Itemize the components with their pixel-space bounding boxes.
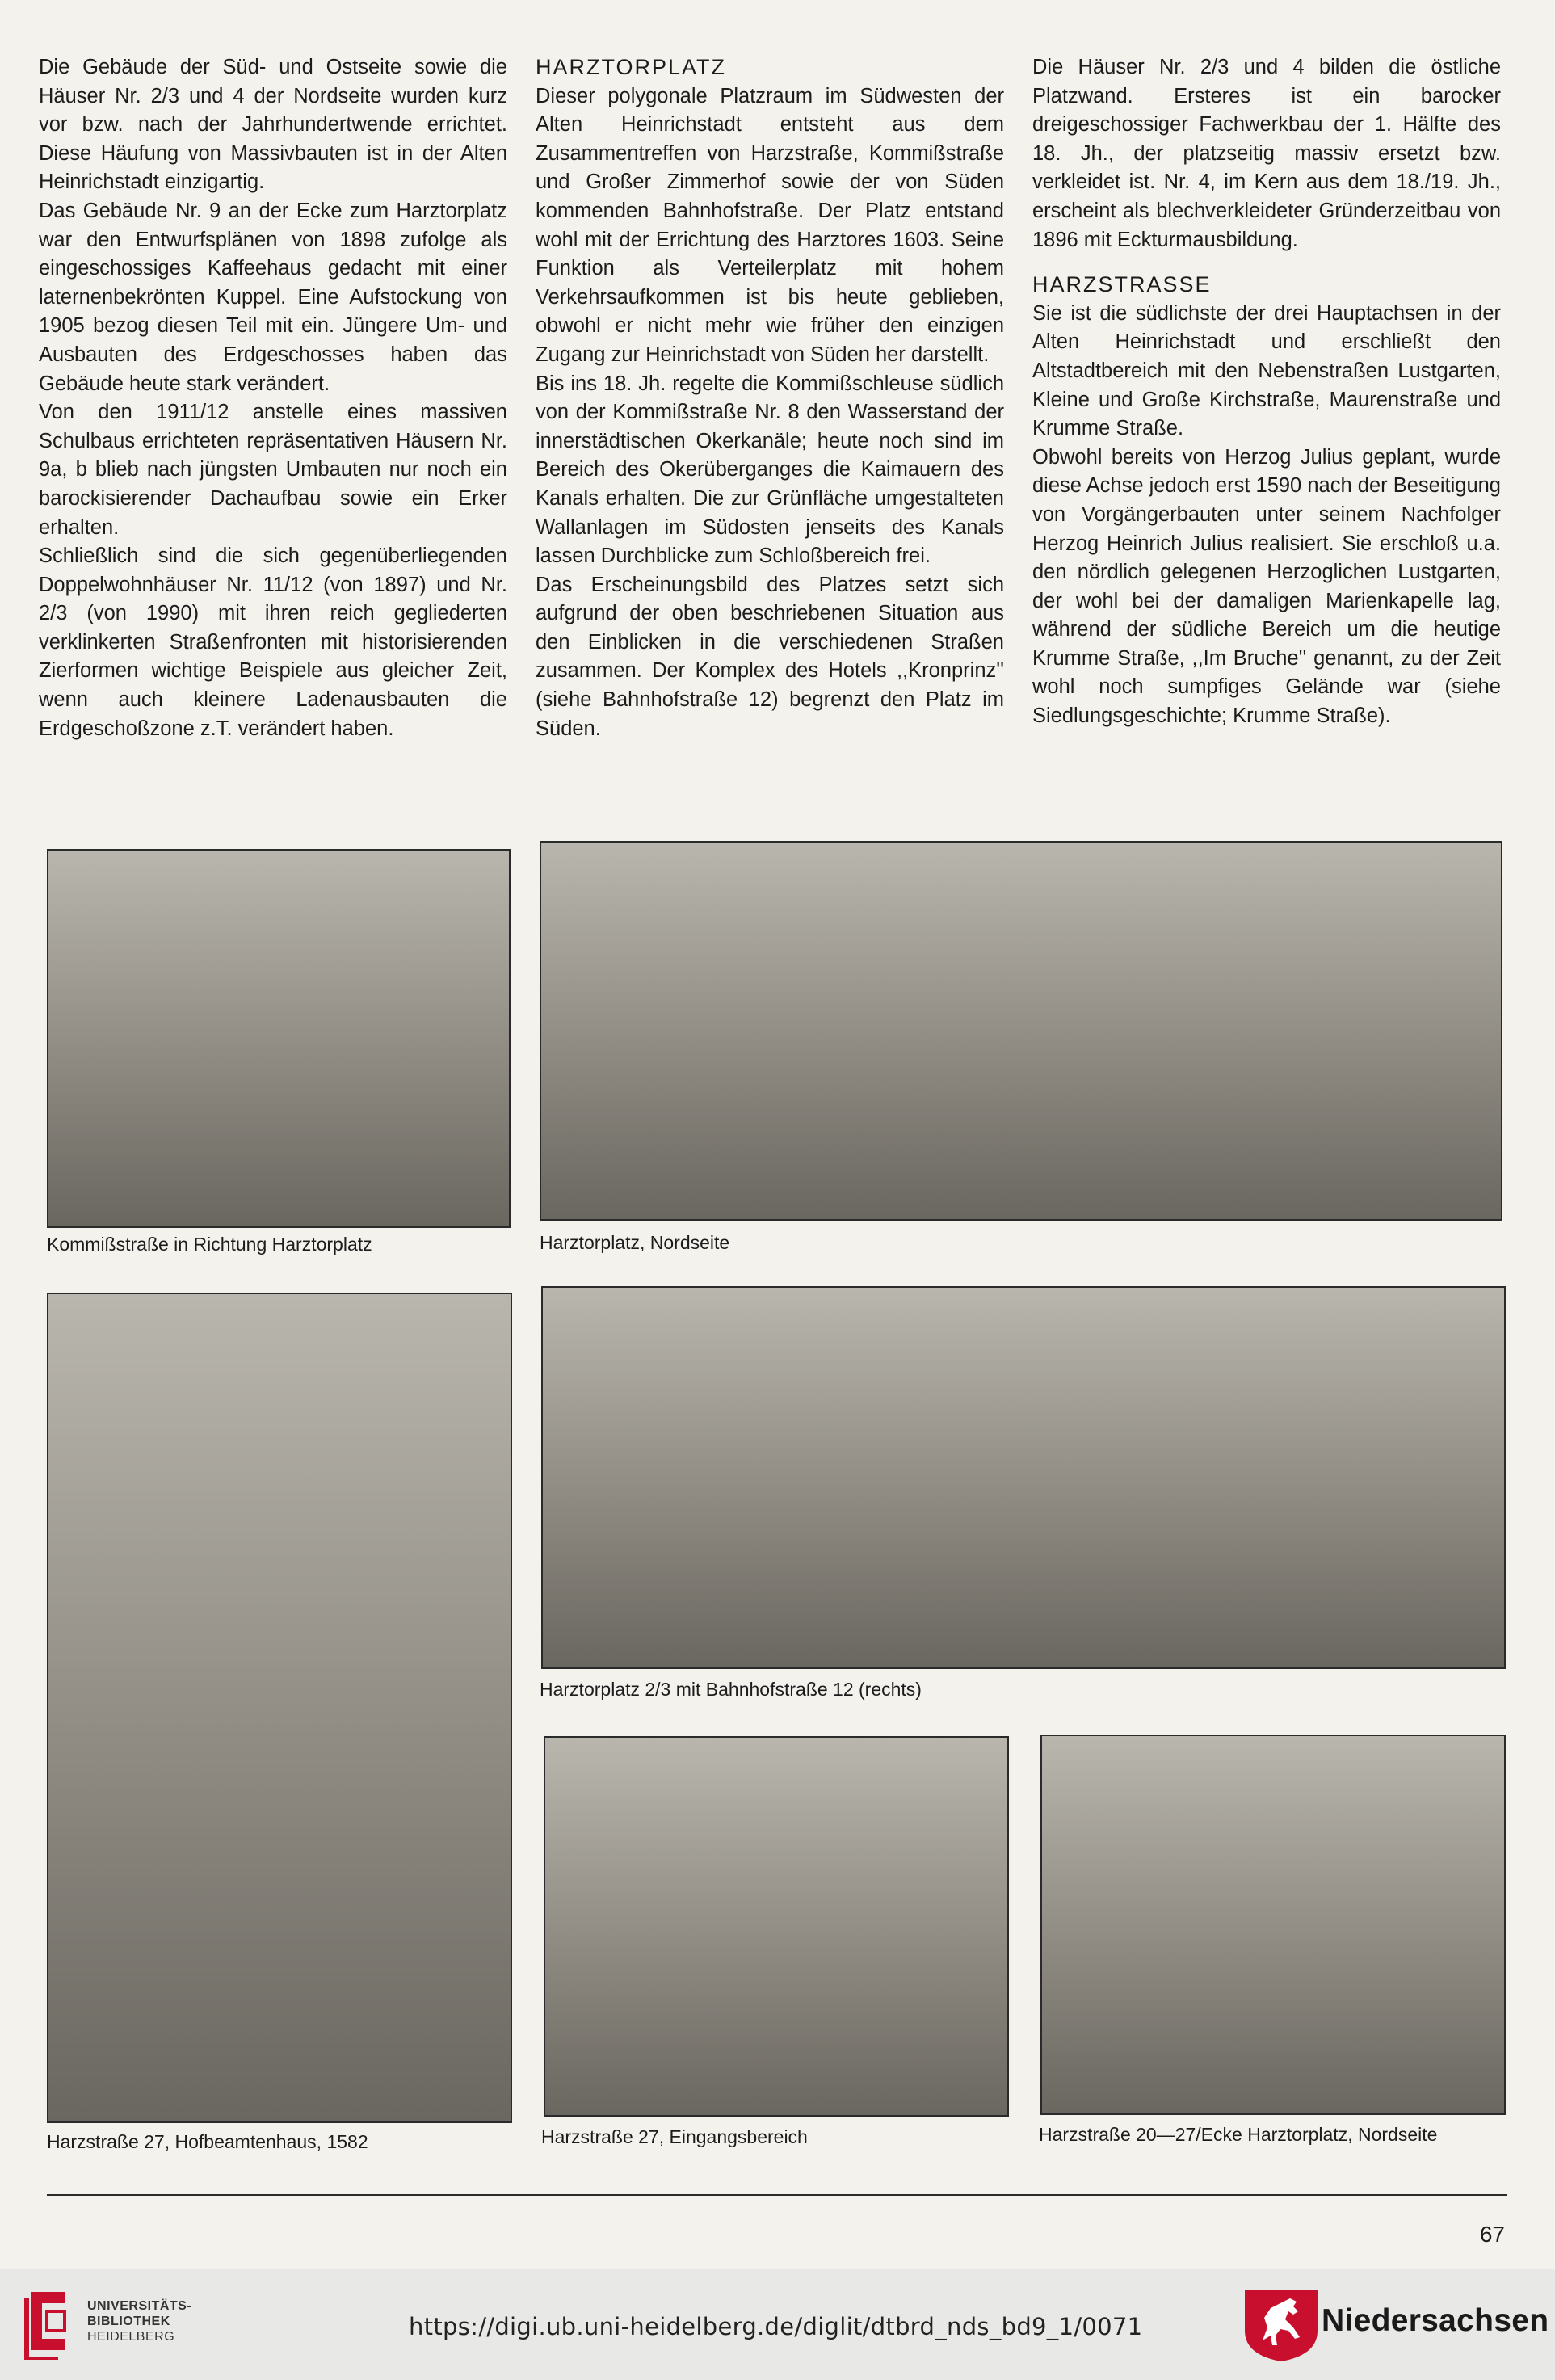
photo-caption: Harzstraße 20—27/Ecke Harztorplatz, Nordseite <box>1039 2124 1438 2145</box>
paragraph: Dieser polygonale Platzraum im Südwesten der Alten Heinrichstadt entsteht aus dem Zusammentreffen von Harzstraße, Kommißstraße und Großer Zimmerhof sowie der von Süden kommenden Bahnhofstraße. Der Platz entstand wohl mit der Errichtung des Harztores 1603. Seine Funktion als Verteilerplatz mit hohem Verkehrsaufkommen ist bis heute geblieben, obwohl er nicht mehr wie früher den einzigen Zugang zur Heinrichstadt von Süden her darstellt. <box>536 84 1004 366</box>
photo-harzstrasse-nordseite <box>1040 1735 1506 2115</box>
section-heading-harzstrasse: HARZSTRASSE <box>1032 272 1212 297</box>
paragraph: Schließlich sind die sich gegenüberliegenden Doppelwohnhäuser Nr. 11/12 (von 1897) und Nr. 2/3 (von 1990) mit ihren reich gegliederten verklinkerten Straßenfronten mit historisierenden Zierformen wichtige Beispiele aus gleicher Zeit, wenn auch kleinere Ladenausbauten die Erdgeschoßzone z.T. verändert haben. <box>39 545 507 740</box>
photo-caption: Harztorplatz 2/3 mit Bahnhofstraße 12 (rechts) <box>540 1679 922 1700</box>
paragraph: Von den 1911/12 anstelle eines massiven Schulbaus errichteten repräsentativen Häusern Nr. 9a, b blieb nach jüngsten Umbauten nur noch ein barockisierender Dachaufbau sowie ein Erker erhalten. <box>39 401 507 539</box>
paragraph: Obwohl bereits von Herzog Julius geplant, wurde diese Achse jedoch erst 1590 nach der Beseitigung von Vorgängerbauten unter seinem Nachfolger Herzog Heinrich Julius realisiert. Sie erschloß u.a. den nördlich gelegenen Herzoglichen Lustgarten, der wohl bei der damaligen Marienkapelle lag, während der südliche Bereich um die heutige Krumme Straße, ,,Im Bruche'' genannt, zu der Zeit wohl noch sumpfiges Gelände war (siehe Siedlungsgeschichte; Krumme Straße). <box>1032 445 1501 728</box>
text-column-3 <box>1032 53 1501 731</box>
photo-hofbeamtenhaus <box>47 1293 512 2123</box>
state-name[interactable]: Niedersachsen <box>1322 2303 1549 2338</box>
bottom-rule <box>47 2194 1507 2196</box>
photo-caption: Harzstraße 27, Eingangsbereich <box>541 2126 808 2147</box>
paragraph: Das Erscheinungsbild des Platzes setzt sich aufgrund der oben beschriebenen Situation aus den Einblicken in die verschiedenen Straßen zusammen. Der Komplex des Hotels ,,Kronprinz'' (siehe Bahnhofstraße 12) begrenzt den Platz im Süden. <box>536 573 1004 740</box>
paragraph: Das Gebäude Nr. 9 an der Ecke zum Harztorplatz war den Entwurfsplänen von 1898 zufolge als eingeschossiges Kaffeehaus gedacht mit einer laternenbekrönten Kuppel. Eine Aufstockung von 1905 bezog diesen Teil mit ein. Jüngere Um- und Ausbauten des Erdgeschosses haben das Gebäude heute stark verändert. <box>39 199 507 395</box>
paragraph: Sie ist die südlichste der drei Hauptachsen in der Alten Heinrichstadt und erschließt den Altstadtbereich mit den Nebenstraßen Lustgarten, Kleine und Große Kirchstraße, Maurenstraße und Krumme Straße. <box>1032 301 1501 440</box>
photo-caption: Kommißstraße in Richtung Harztorplatz <box>47 1234 372 1255</box>
photo-eingangsbereich <box>544 1736 1009 2117</box>
niedersachsen-horse-icon[interactable] <box>1240 2284 1322 2365</box>
text-column-2 <box>536 53 1004 743</box>
photo-harztorplatz-bahnhofstrasse <box>541 1286 1506 1669</box>
text-column-1 <box>39 53 507 743</box>
photo-harztorplatz-nordseite <box>540 841 1502 1221</box>
library-name[interactable]: UNIVERSITÄTS- BIBLIOTHEK HEIDELBERG <box>87 2299 192 2344</box>
photo-caption: Harztorplatz, Nordseite <box>540 1232 730 1253</box>
page-number: 67 <box>1479 2222 1505 2247</box>
photo-caption: Harzstraße 27, Hofbeamtenhaus, 1582 <box>47 2131 368 2152</box>
photo-kommissstrasse <box>47 849 511 1228</box>
permalink-url[interactable]: https://digi.ub.uni-heidelberg.de/diglit/dtbrd_nds_bd9_1/0071 <box>409 2313 1143 2340</box>
paragraph: Bis ins 18. Jh. regelte die Kommißschleuse südlich von der Kommißstraße Nr. 8 den Wasserstand der innerstädtischen Okerkanäle; heute noch sind im Bereich des Okerüberganges die Kaimauern des Kanals erhalten. Die zur Grünfläche umgestalteten Wallanlagen im Südosten jenseits des Kanals lassen Durchblicke zum Schloßbereich frei. <box>536 372 1004 568</box>
footer-bar <box>0 2269 1555 2380</box>
paragraph: Die Gebäude der Süd- und Ostseite sowie die Häuser Nr. 2/3 und 4 der Nordseite wurden kurz vor bzw. nach der Jahrhundertwende errichtet. Diese Häufung von Massivbauten ist in der Alten Heinrichstadt einzigartig. <box>39 56 507 194</box>
section-heading-harztorplatz: HARZTORPLATZ <box>536 55 727 79</box>
ub-heidelberg-logo-icon[interactable] <box>18 2287 71 2361</box>
paragraph: Die Häuser Nr. 2/3 und 4 bilden die östliche Platzwand. Ersteres ist ein barocker dreigeschossiger Fachwerkbau der 1. Hälfte des 18. Jh., der platzseitig massiv ersetzt bzw. verkleidet ist. Nr. 4, im Kern aus dem 18./19. Jh., erscheint als blechverkleideter Gründerzeitbau von 1896 mit Eckturmausbildung. <box>1032 56 1501 251</box>
